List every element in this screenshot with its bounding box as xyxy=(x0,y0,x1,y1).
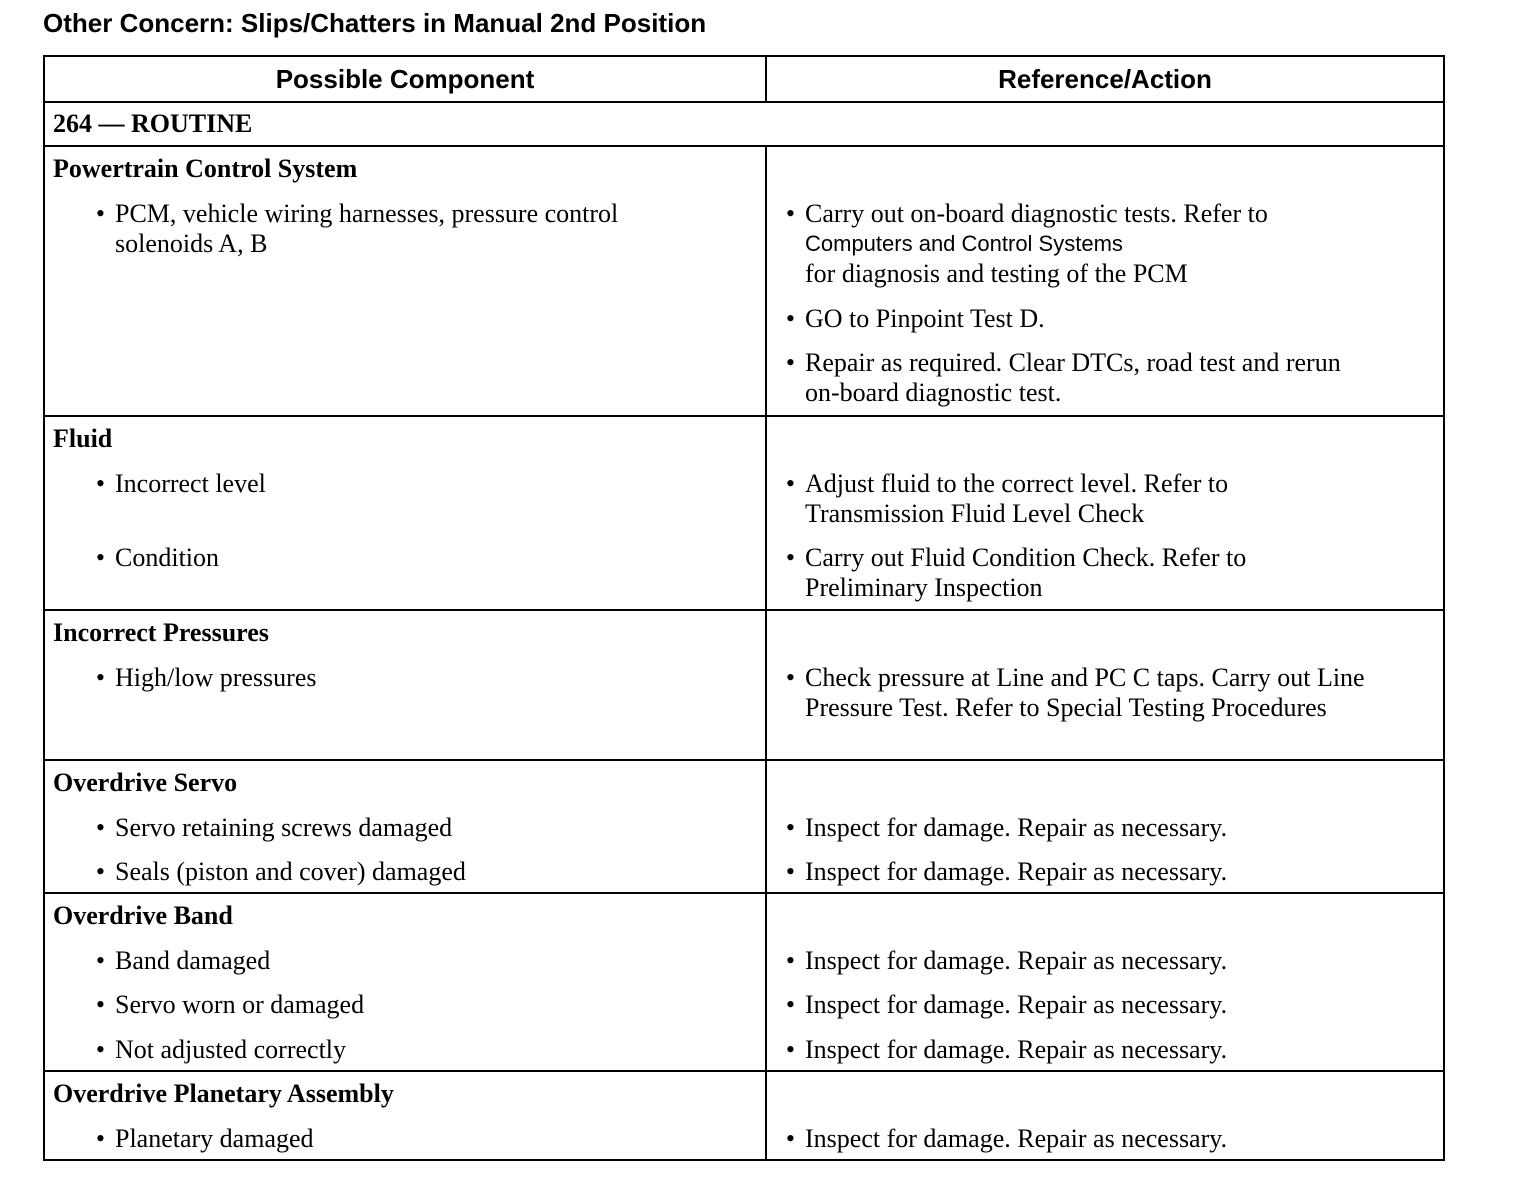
action-item xyxy=(767,543,1439,603)
action-text: Preliminary Inspection xyxy=(805,573,1043,602)
component-text: Condition xyxy=(115,543,220,572)
component-cell xyxy=(44,146,766,416)
action-cell xyxy=(766,893,1444,1071)
action-item xyxy=(767,1035,1439,1065)
action-text: Check pressure at Line and PC C taps. Carry out Line xyxy=(805,663,1365,692)
section-row xyxy=(44,893,1444,1071)
action-text: Inspect for damage. Repair as necessary. xyxy=(805,946,1228,975)
action-text: Inspect for damage. Repair as necessary. xyxy=(805,1035,1228,1064)
action-text: Repair as required. Clear DTCs, road test and rerun xyxy=(805,348,1341,377)
section-title: Incorrect Pressures xyxy=(53,618,269,647)
header-possible-component: Possible Component xyxy=(44,56,766,102)
action-item xyxy=(767,663,1439,723)
action-text: Transmission Fluid Level Check xyxy=(805,499,1145,528)
bullet-icon: • xyxy=(785,348,795,377)
bullet-icon: • xyxy=(785,663,795,692)
component-item xyxy=(45,946,270,976)
diagnostic-table xyxy=(43,55,1445,1161)
action-text: GO to Pinpoint Test D. xyxy=(805,304,1045,333)
bullet-icon: • xyxy=(785,199,795,228)
component-item xyxy=(45,813,452,843)
action-text: Carry out on-board diagnostic tests. Refer to xyxy=(805,199,1268,228)
component-text: Incorrect level xyxy=(115,469,266,498)
action-text: Inspect for damage. Repair as necessary. xyxy=(805,813,1228,842)
bullet-icon: • xyxy=(95,469,105,498)
component-text: High/low pressures xyxy=(115,663,317,692)
component-item xyxy=(45,1124,314,1154)
action-item xyxy=(767,990,1439,1020)
action-text: Pressure Test. Refer to Special Testing Procedures xyxy=(805,693,1327,722)
component-text: Servo worn or damaged xyxy=(115,990,365,1019)
bullet-icon: • xyxy=(95,199,105,228)
component-text: Not adjusted correctly xyxy=(115,1035,347,1064)
component-item xyxy=(45,857,466,887)
action-item xyxy=(767,857,1439,887)
component-item xyxy=(45,199,618,259)
action-item xyxy=(767,348,1439,408)
routine-label: 264 — ROUTINE xyxy=(44,102,1444,146)
component-text: Servo retaining screws damaged xyxy=(115,813,453,842)
action-cell xyxy=(766,146,1444,416)
action-item xyxy=(767,199,1439,289)
action-cell xyxy=(766,1071,1444,1160)
action-text: Carry out Fluid Condition Check. Refer to xyxy=(805,543,1247,572)
action-text: on-board diagnostic test. xyxy=(805,378,1062,407)
section-row xyxy=(44,760,1444,893)
component-text: solenoids A, B xyxy=(115,229,268,258)
component-cell xyxy=(44,1071,766,1160)
section-row xyxy=(44,610,1444,760)
component-text: PCM, vehicle wiring harnesses, pressure control xyxy=(115,199,619,228)
action-text: Computers and Control Systems xyxy=(805,231,1123,256)
page-title: Other Concern: Slips/Chatters in Manual 2nd Position xyxy=(43,8,707,38)
component-text: Seals (piston and cover) damaged xyxy=(115,857,466,886)
component-cell xyxy=(44,416,766,610)
section-row xyxy=(44,1071,1444,1160)
bullet-icon: • xyxy=(785,1035,795,1064)
section-title: Powertrain Control System xyxy=(53,154,358,183)
component-item xyxy=(45,543,219,573)
bullet-icon: • xyxy=(95,1124,105,1153)
bullet-icon: • xyxy=(95,857,105,886)
component-text: Planetary damaged xyxy=(115,1124,314,1153)
bullet-icon: • xyxy=(95,813,105,842)
component-cell xyxy=(44,893,766,1071)
action-item xyxy=(767,1124,1439,1154)
action-text: for diagnosis and testing of the PCM xyxy=(805,259,1188,288)
bullet-icon: • xyxy=(785,1124,795,1153)
action-item xyxy=(767,946,1439,976)
action-cell xyxy=(766,416,1444,610)
action-cell xyxy=(766,760,1444,893)
bullet-icon: • xyxy=(95,946,105,975)
section-row xyxy=(44,416,1444,610)
header-reference-action: Reference/Action xyxy=(766,56,1444,102)
bullet-icon: • xyxy=(785,990,795,1019)
component-cell xyxy=(44,610,766,760)
bullet-icon: • xyxy=(95,990,105,1019)
action-cell xyxy=(766,610,1444,760)
bullet-icon: • xyxy=(785,543,795,572)
section-row xyxy=(44,146,1444,416)
component-text: Band damaged xyxy=(115,946,271,975)
section-title: Overdrive Band xyxy=(53,901,233,930)
component-cell xyxy=(44,760,766,893)
bullet-icon: • xyxy=(95,663,105,692)
component-item xyxy=(45,990,364,1020)
action-item xyxy=(767,469,1439,529)
bullet-icon: • xyxy=(785,469,795,498)
action-text: Inspect for damage. Repair as necessary. xyxy=(805,1124,1228,1153)
section-title: Overdrive Planetary Assembly xyxy=(53,1079,394,1108)
action-item xyxy=(767,813,1439,843)
component-item xyxy=(45,469,266,499)
bullet-icon: • xyxy=(785,813,795,842)
bullet-icon: • xyxy=(785,946,795,975)
action-text: Adjust fluid to the correct level. Refer to xyxy=(805,469,1229,498)
component-item xyxy=(45,1035,346,1065)
component-item xyxy=(45,663,316,693)
section-title: Fluid xyxy=(53,424,113,453)
action-text: Inspect for damage. Repair as necessary. xyxy=(805,990,1228,1019)
bullet-icon: • xyxy=(785,304,795,333)
bullet-icon: • xyxy=(95,1035,105,1064)
section-title: Overdrive Servo xyxy=(53,768,238,797)
bullet-icon: • xyxy=(785,857,795,886)
bullet-icon: • xyxy=(95,543,105,572)
action-item xyxy=(767,304,1439,334)
action-text: Inspect for damage. Repair as necessary. xyxy=(805,857,1228,886)
header-row xyxy=(44,56,1444,102)
routine-row xyxy=(44,102,1444,146)
